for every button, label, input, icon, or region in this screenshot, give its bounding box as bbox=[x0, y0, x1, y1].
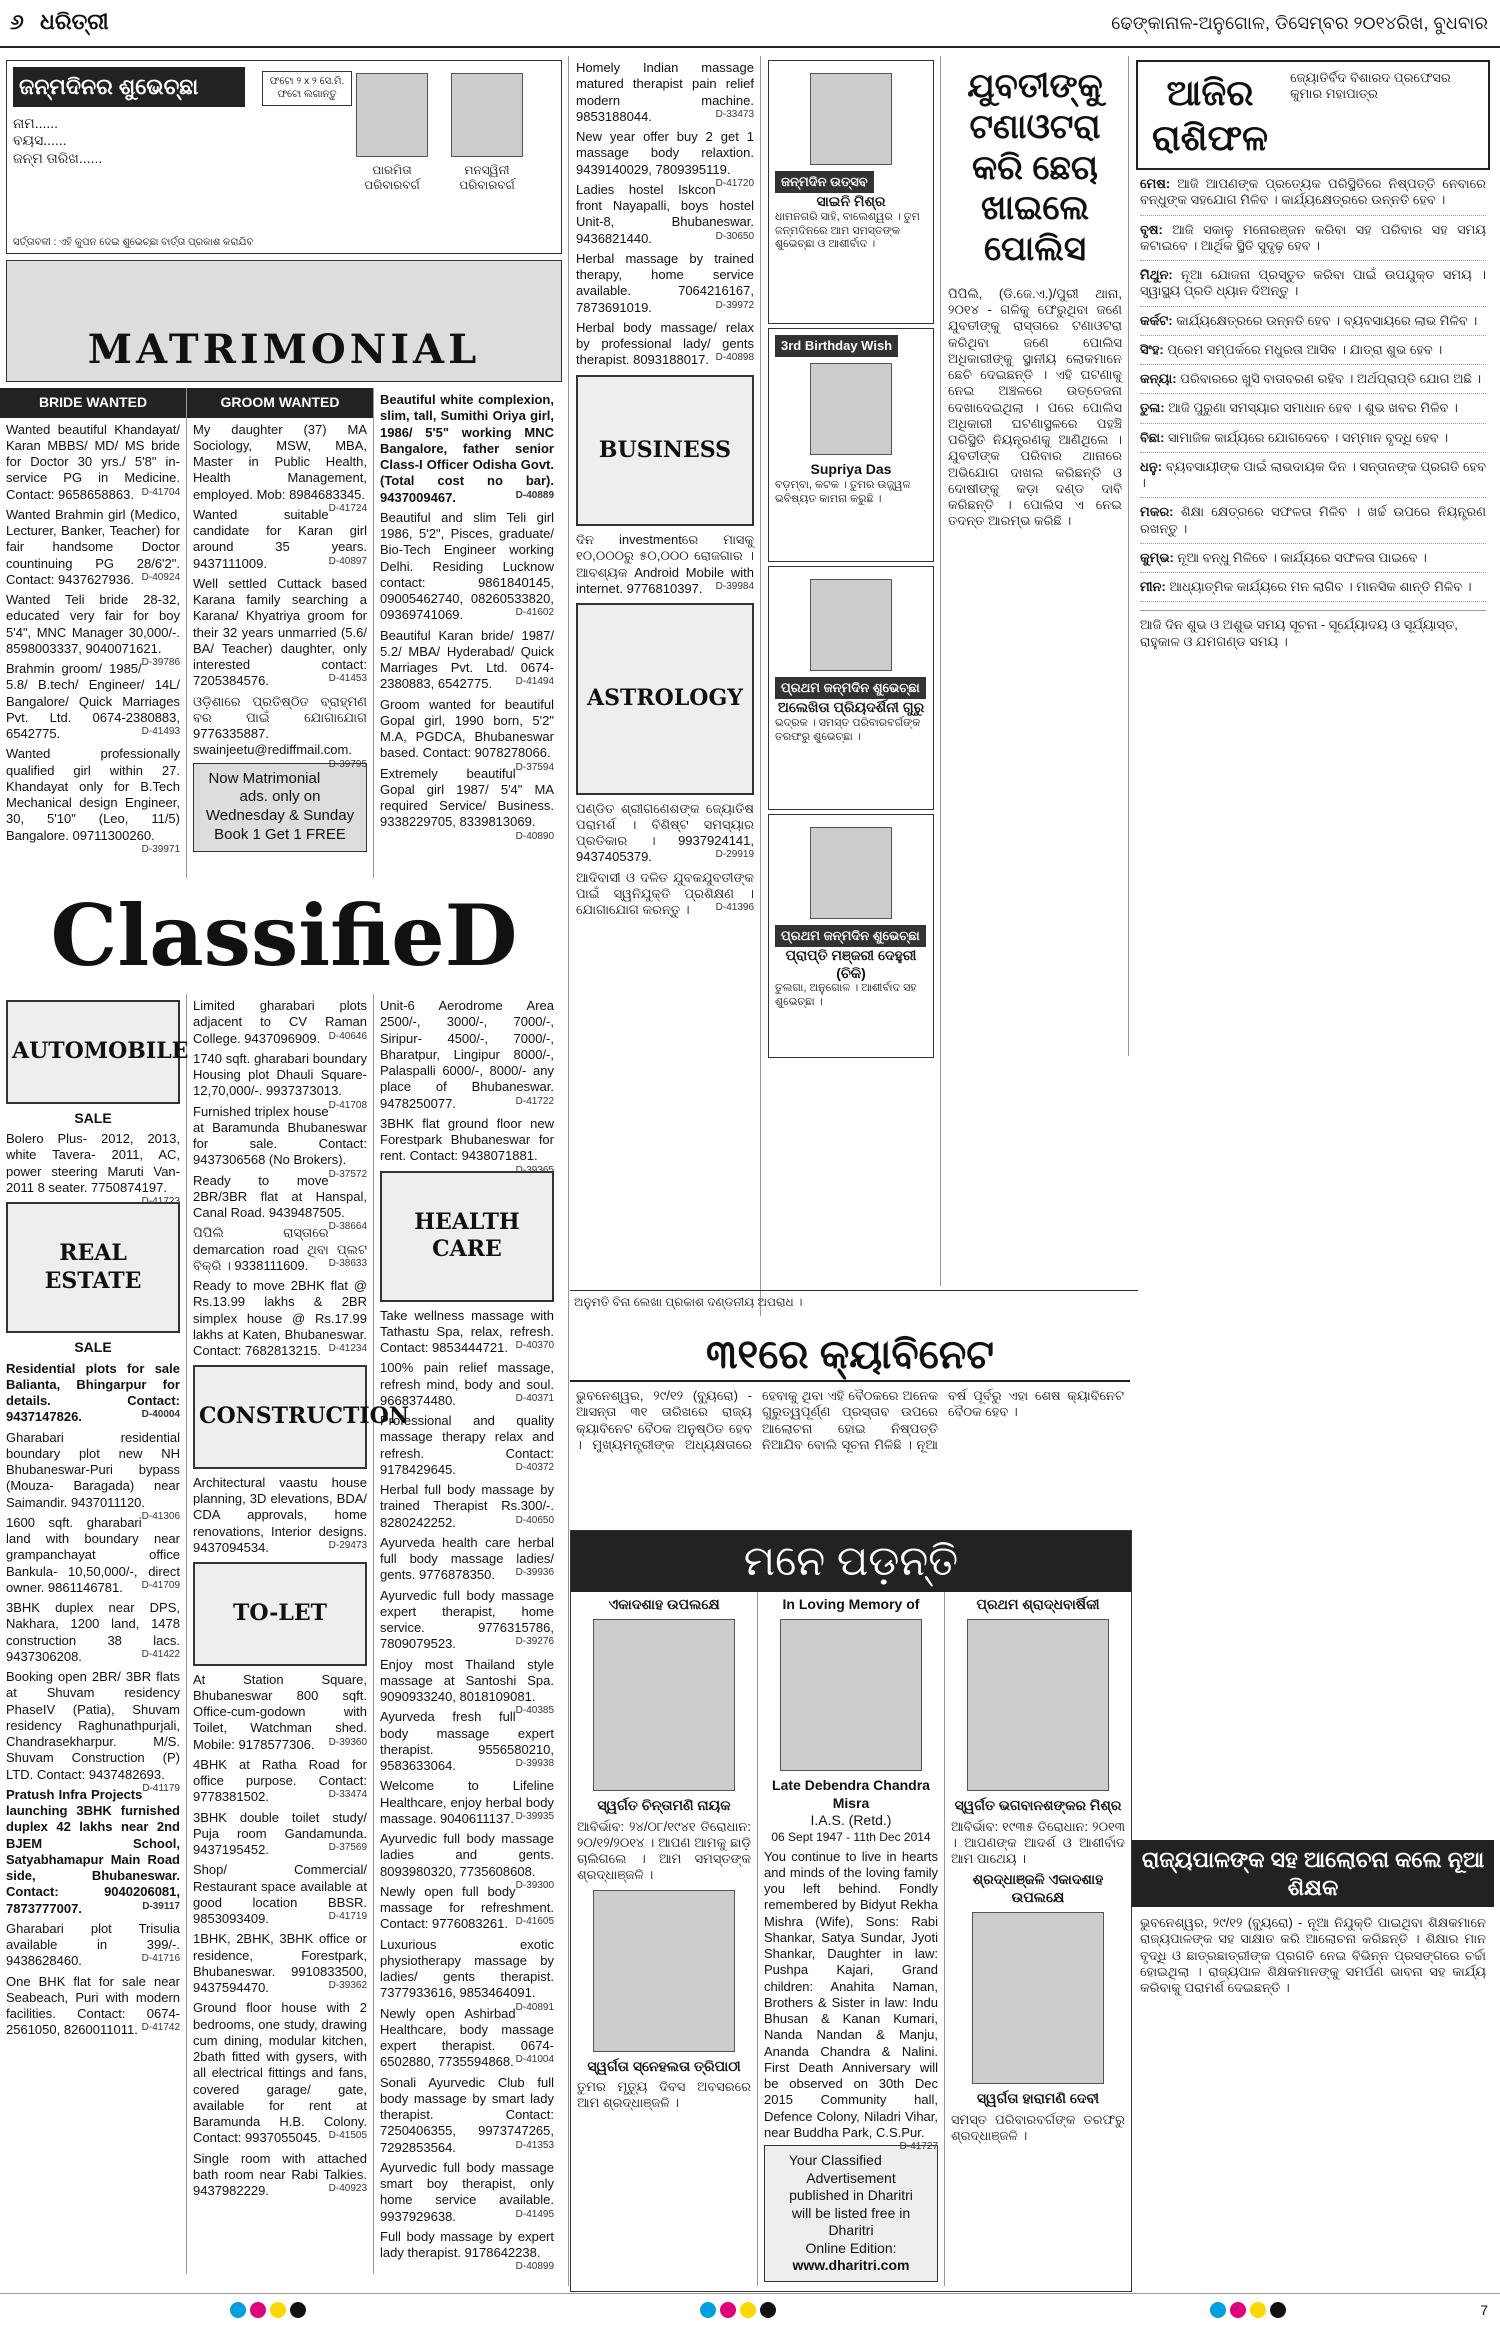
rashi-entry bbox=[1140, 342, 1486, 365]
greeting-text: ଭଦ୍ରକ । ସମସ୍ତ ପରିବାରବର୍ଗଙ୍କ ତରଫରୁ ଶୁଭେଚ୍ଛା । bbox=[775, 716, 921, 743]
col-greetings bbox=[762, 56, 941, 1286]
page-footer bbox=[0, 2293, 1500, 2326]
classified-ad: Welcome to Lifeline Healthcare, enjoy herbal body massage. 9040611137. D-39935 bbox=[380, 1778, 554, 1826]
deceased-name: ସ୍ୱର୍ଗତା ହାରାମଣି ଦେବୀ bbox=[976, 2090, 1100, 2107]
greeting-tag: 3rd Birthday Wish bbox=[775, 335, 898, 357]
classified-ad: Herbal massage by trained therapy, home service available. 7064216167, 7873691019. D-39972 bbox=[576, 250, 754, 315]
notice-text: ଅନୁମତି ବିନା ଲେଖା ପ୍ରକାଶ ଦଣ୍ଡନୀୟ ଅପରାଧ । bbox=[570, 1290, 1138, 1314]
child-photo bbox=[451, 73, 523, 157]
rashi-entry bbox=[1140, 400, 1486, 423]
rashifal-title: ଆଜିର ରାଶିଫଳ bbox=[1152, 72, 1269, 158]
portrait-photo bbox=[967, 1619, 1109, 1791]
classified-col2 bbox=[187, 994, 409, 2274]
portrait-photo bbox=[593, 1619, 735, 1791]
classified-ad: Pratush Infra Projects launching 3BHK furnished duplex 42 lakhs near 2nd BJEM School, Satyabhamapur Main Road side, Bhubaneswar. Contact: 9040206081, 7873777007. D-39117 bbox=[6, 1786, 180, 1916]
sale-heading: SALE bbox=[74, 1109, 112, 1126]
classified-ad: Take wellness massage with Tathastu Spa, relax, refresh. Contact: 9853444721. D-40370 bbox=[380, 1307, 554, 1355]
classified-ad: 1600 sqft. gharabari land with boundary near grampanchayat office Bankula- 10,50,000/-, direct owner. 9861146781. D-41709 bbox=[6, 1514, 180, 1595]
rashi-name: କର୍କଟ: bbox=[1140, 312, 1173, 328]
classified-ad: ଓଡ଼ିଶାରେ ପ୍ରତିଷ୍ଠିତ ବ୍ରାହ୍ମଣ ବର ପାଇଁ ଯୋଗାଯୋଗ 9776335887. swainjeetu@rediffmail.com. D-39795 bbox=[193, 693, 367, 770]
classified-ad: Unit-6 Aerodrome Area 2500/-, 3000/-, 7000/-, Siripur- 4500/-, 7000/-, Bharatpur, Lingipur 8000/-, Palaspalli 6000/-, 8000/- any place of Bhubaneswar. 9478250077. D-41722 bbox=[380, 998, 554, 1111]
classified-ad: Wanted Teli bride 28-32, educated very fair for boy 5'4", MNC Manager 30,000/-. 8598003337, 9040071621. D-39786 bbox=[6, 592, 180, 668]
health-care-banner: HEALTH CARE bbox=[380, 1171, 554, 1302]
classified-ad: Brahmin groom/ 1985/ 5.8/ B.tech/ Engineer/ 14L/ Bangalore/ Quick Marriages Pvt. Ltd. 0674-2380883, 6542775. D-41493 bbox=[6, 661, 180, 741]
classified-ad: Ayurvedic full body massage smart boy therapist, only home service available. 9937929638. D-41495 bbox=[380, 2159, 554, 2224]
rashifal-author: ଜ୍ୟୋତିର୍ବିଦ ବିଶାରଦ ପ୍ରଫେସର କୁମାର ମହାପାତ୍ର bbox=[1290, 70, 1451, 102]
portrait-photo bbox=[593, 1890, 735, 2052]
obituary-text: ତୁମର ମୃତ୍ୟୁ ଦିବସ ଅବସରରେ ଆମ ଶ୍ରଦ୍ଧାଞ୍ଜଳି । bbox=[577, 2079, 751, 2111]
registration-dot-black bbox=[1270, 2302, 1286, 2318]
bride-wanted-heading: BRIDE WANTED bbox=[0, 388, 186, 418]
obituary-text: ସମସ୍ତ ପରିବାରବର୍ଗଙ୍କ ତରଫରୁ ଶ୍ରଦ୍ଧାଞ୍ଜଳି । bbox=[951, 2111, 1125, 2143]
registration-dot-cyan bbox=[700, 2302, 716, 2318]
obituary-text: ଆବିର୍ଭାବ: ୨୪/୦୮/୧୯୪୧ ତିରୋଧାନ: ୨୦/୧୨/୨୦୧୪ । ଆପଣ ଆମକୁ ଛାଡ଼ି ଚାଲିଗଲେ । ଆମ ସମସ୍ତଙ୍କ ଶ୍ରଦ୍ଧାଞ୍ଜଳି । bbox=[577, 1818, 751, 1883]
classified-ad: Newly open Ashirbad Healthcare, body massage expert therapist. 0674-6502880, 7735594868. D-41004 bbox=[380, 2005, 554, 2070]
obituary-tag: ଶ୍ରଦ୍ଧାଞ୍ଜଳି ଏକାଦଶାହ ଉପଲକ୍ଷେ bbox=[972, 1871, 1104, 1905]
registration-dot-black bbox=[290, 2302, 306, 2318]
news-body: ଭୁବନେଶ୍ୱର, ୨୯/୧୨ (ବ୍ୟୁରୋ) - ନୂଆ ନିଯୁକ୍ତି ପାଇଥିବା ଶିକ୍ଷକମାନେ ରାଜ୍ୟପାଳଙ୍କ ସହ ସାକ୍ଷାତ କରି ଆଲୋଚନା କରିଛନ୍ତି । ଶିକ୍ଷାର ମାନ ବୃଦ୍ଧି ଓ ଛାତ୍ରଛାତ୍ରୀଙ୍କ ପ୍ରଗତି ନେଇ ବିଭିନ୍ନ ପ୍ରସଙ୍ଗରେ ଚର୍ଚ୍ଚା ହୋଇଥିଲା । ରାଜ୍ୟପାଳ ଶିକ୍ଷକମାନଙ୍କୁ ସମର୍ପଣ ଭାବନା ସହ କାର୍ଯ୍ୟ କରିବାକୁ ପରାମର୍ଶ ଦେଇଛନ୍ତି । bbox=[1140, 1915, 1486, 1995]
classified-col3 bbox=[374, 994, 560, 2274]
automobile-banner: AUTOMOBILE bbox=[6, 1000, 180, 1104]
registration-dot-magenta bbox=[250, 2302, 266, 2318]
classified-ad: Groom wanted for beautiful Gopal girl, 1990 born, 5'2" M.A, PGDCA, Bhubaneswar based. Contact: 9078278066. D-37594 bbox=[380, 696, 554, 773]
rashifal-section bbox=[1132, 56, 1494, 1836]
classified-ad: Beautiful Karan bride/ 1987/ 5.2/ MBA/ Hyderabad/ Quick Marriages Pvt. Ltd. 0674-2380883, 6542775. D-41494 bbox=[380, 627, 554, 692]
rashi-text: ଶିକ୍ଷା କ୍ଷେତ୍ରରେ ସଫଳତା ମିଳିବ । ଖର୍ଚ୍ଚ ଉପରେ ନିୟନ୍ତ୍ରଣ ରଖନ୍ତୁ । bbox=[1140, 504, 1486, 536]
col-business bbox=[570, 56, 761, 1316]
obituary-right bbox=[945, 1592, 1131, 2286]
classified-col1 bbox=[0, 994, 187, 2274]
classified-ad: Wanted Brahmin girl (Medico, Lecturer, Banker, Teacher) for fair handsome Doctor countinuing PG 28/6'2". Contact: 9437627936. D-40924 bbox=[6, 506, 180, 587]
registration-dot-cyan bbox=[1210, 2302, 1226, 2318]
classified-ad: Gharabari plot Trisulia available in 399/-. 9438628460. D-41716 bbox=[6, 1920, 180, 1969]
construction-banner: CONSTRUCTION bbox=[193, 1365, 367, 1469]
classified-ad: Ayurveda health care herbal full body massage ladies/ gents. 9776878350. D-39936 bbox=[380, 1534, 554, 1583]
greeting-tag: ପ୍ରଥମ ଜନ୍ମଦିନ ଶୁଭେଚ୍ଛା bbox=[775, 925, 926, 947]
rashi-name: ଧନୁ: bbox=[1140, 458, 1163, 474]
groom-wanted-column bbox=[187, 388, 374, 878]
classified-ad: Wanted professionally qualified girl within 27. Khandayat only for B.Tech Mechanical design Engineer, 30, 5'10" (Leo, 11/5) Bangalore. 09711300260. D-39971 bbox=[6, 746, 180, 855]
classified-ad: Bolero Plus- 2012, 2013, white Tavera- 2011, AC, power steering Maruti Van-2011 8 seater. 7750874197. D-41723 bbox=[6, 1131, 180, 1207]
classified-ad: 3BHK double toilet study/ Puja room Gandamunda. 9437195452. D-37569 bbox=[193, 1809, 367, 1857]
greeting-card bbox=[768, 60, 934, 324]
classified-ad: ଦିନ investmentରେ ମାସକୁ ୧୦,୦୦୦ରୁ ୫୦,୦୦୦ ରୋଜଗାର । ଆବଶ୍ୟକ Android Mobile with internet. 9776810397. D-39984 bbox=[576, 532, 754, 596]
news-headline: ରାଜ୍ୟପାଳଙ୍କ ସହ ଆଲୋଚନା କଲେ ନୂଆ ଶିକ୍ଷକ bbox=[1132, 1840, 1494, 1907]
sale-heading: SALE bbox=[74, 1339, 112, 1355]
rashi-entry bbox=[1140, 176, 1486, 216]
classified-ad: Architectural vaastu house planning, 3D elevations, BDA/ CDA approvals, home renovations, Interior designs. 9437094534. D-29473 bbox=[193, 1474, 367, 1555]
page-number: ୬ bbox=[10, 9, 24, 34]
online-edition-promo: Your Classified Advertisement published in Dharitri will be listed free in Dharitri Online Edition: www.dharitri.com bbox=[764, 2145, 938, 2282]
registration-dot-yellow bbox=[270, 2302, 286, 2318]
photo-caption: ପାରମିତା ପରିବାରବର୍ଗ bbox=[364, 163, 420, 192]
rashi-text: ଆଜି ଆପଣଙ୍କ ପ୍ରତ୍ୟେକ ପରିସ୍ଥିତିରେ ନିଷ୍ପତ୍ତି ନେବାରେ ବନ୍ଧୁଙ୍କ ସହଯୋଗ ମିଳିବ । କାର୍ଯ୍ୟକ୍ଷେତ୍ରରେ ଉନ୍ନତି ହେବ । bbox=[1140, 176, 1486, 208]
matrimonial-col3 bbox=[374, 388, 560, 878]
news-story-3 bbox=[1132, 1840, 1494, 2280]
birthday-field-date: ଜନ୍ମ ତାରିଖ...... bbox=[13, 149, 103, 166]
classified-ad: One BHK flat for sale near Seabeach, Puri with modern facilities. Contact: 0674-2561050, 8260011011. D-41742 bbox=[6, 1973, 180, 2038]
rashi-name: ବିଛା: bbox=[1140, 429, 1165, 445]
classified-ad: ପିପିଲି ରାସ୍ତାରେ demarcation road ଥିବା ପ୍ଲଟ ବିକ୍ରି । 9338111609. D-38633 bbox=[193, 1225, 367, 1273]
greeting-card bbox=[768, 814, 934, 1058]
deceased-name: ସ୍ୱର୍ଗତା ସ୍ନେହଲତା ତ୍ରିପାଠୀ bbox=[587, 2057, 741, 2074]
rashi-name: ବୃଷ: bbox=[1140, 221, 1163, 237]
color-registration-marks bbox=[230, 2302, 306, 2318]
matrimonial-title: MATRIMONIAL bbox=[87, 326, 481, 373]
color-registration-marks bbox=[1210, 2302, 1286, 2318]
classified-ad: New year offer buy 2 get 1 massage body relaxtion. 9439140029, 7809395119. D-41720 bbox=[576, 129, 754, 189]
classified-ad: Newly open full body massage for refreshment. Contact: 9776083261. D-41605 bbox=[380, 1883, 554, 1932]
left-section bbox=[0, 56, 569, 2286]
matrimonial-banner bbox=[6, 260, 562, 382]
obituary-left bbox=[571, 1592, 758, 2286]
classified-ad: Booking open 2BR/ 3BR flats at Shuvam residency PhaseIV (Patia), Shuvam residency Raghunathpurjali, Chandrasekharpur. M/S. Shuvam Construction (P) LTD. Contact: 9437482693. D-41179 bbox=[6, 1669, 180, 1794]
registration-dot-yellow bbox=[740, 2302, 756, 2318]
classified-ad: 4BHK at Ratha Road for office purpose. Contact: 9778381502. D-33474 bbox=[193, 1756, 367, 1805]
rashi-text: ସାମାଜିକ କାର୍ଯ୍ୟରେ ଯୋଗଦେବେ । ସମ୍ମାନ ବୃଦ୍ଧି ହେବ । bbox=[1168, 429, 1449, 445]
to-let-banner: TO-LET bbox=[193, 1562, 367, 1666]
classified-ad: Extremely beautiful Gopal girl 1987/ 5'4" MA required Service/ Business. 9338229705, 8339813069. D-40890 bbox=[380, 765, 554, 842]
birthday-title: ଜନ୍ମଦିନର ଶୁଭେଚ୍ଛା bbox=[13, 67, 245, 107]
news-story-1 bbox=[942, 56, 1129, 1056]
rashi-name: କୁମ୍ଭ: bbox=[1140, 549, 1174, 565]
rashi-entry bbox=[1140, 371, 1486, 394]
classified-ad: 1740 sqft. gharabari boundary Housing plot Dhauli Square- 12,70,000/-. 9937373013. D-41708 bbox=[193, 1050, 367, 1111]
obituary-text: You continue to live in hearts and minds of the loving family you left behind. Fondly remembered by Bidyut Rekha Mishra (Wife), Sons: Rabi Shankar, Satya Sundar, Jyoti Shankar, Daughter in law: Pushpa Kajari, Grand children: Anahita Naman, Brothers & Sister in law: Indu Bhusan & Kanan Kumari, Nanda Nandan & Manju, Ananda Chandra & Nalini. First Death Anniversary will be observed on 30th Dec 2015 Community hall, Defence Colony, Niladri Vihar, near Buddha Park, C.S.Pur. D-41727 bbox=[764, 1848, 938, 2152]
obituary-tag: ଏକାଦଶାହ ଉପଲକ୍ଷେ bbox=[608, 1595, 720, 1612]
website-link[interactable]: www.dharitri.com bbox=[792, 2257, 910, 2273]
rashi-name: ମକର: bbox=[1140, 504, 1174, 520]
rashi-text: କାର୍ଯ୍ୟକ୍ଷେତ୍ରରେ ଉନ୍ନତି ହେବ । ବ୍ୟବସାୟରେ ଲାଭ ମିଳିବ । bbox=[1176, 312, 1478, 328]
birthday-coupon bbox=[6, 60, 562, 254]
greeting-card bbox=[768, 566, 934, 810]
deceased-name: ସ୍ୱର୍ଗତ ଚିନ୍ତାମଣି ନାୟକ bbox=[597, 1797, 731, 1813]
classified-ad: Ready to move 2BR/3BR flat at Hanspal, Canal Road. 9439487505. D-38664 bbox=[193, 1172, 367, 1233]
obituary-title: ମନେ ପଡ଼ନ୍ତି bbox=[571, 1531, 1131, 1592]
rashi-text: ଆଜି ସକାଳୁ ମନୋରଞ୍ଜନ କରିବା ସହ ପରିବାର ସହ ସମୟ କଟାଇବେ । ଆର୍ଥିକ ସ୍ଥିତି ସୁଦୃଢ଼ ହେବ । bbox=[1140, 221, 1486, 253]
deceased-dates: 06 Sept 1947 - 11th Dec 2014 bbox=[771, 1829, 931, 1844]
news-body: ଭୁବନେଶ୍ୱର, ୨୯/୧୨ (ବ୍ୟୁରୋ) - ଆସନ୍ତା ୩୧ ତାରିଖରେ ରାଜ୍ୟ କ୍ୟାବିନେଟ ବୈଠକ ଅନୁଷ୍ଠିତ ହେବ । ମୁଖ୍ୟମନ୍ତ୍ରୀଙ୍କ ଅଧ୍ୟକ୍ଷତାରେ ହେବାକୁ ଥିବା ଏହି ବୈଠକରେ ଅନେକ ଗୁରୁତ୍ୱପୂର୍ଣ୍ଣ ପ୍ରସ୍ତାବ ଉପରେ ଆଲୋଚନା ହୋଇ ନିଷ୍ପତ୍ତି ନିଆଯିବ ବୋଲି ସୂଚନା ମିଳିଛି । ନୂଆ ବର୍ଷ ପୂର୍ବରୁ ଏହା ଶେଷ କ୍ୟାବିନେଟ ବୈଠକ ହେବ । bbox=[576, 1388, 1124, 1452]
photo-size-note: ଫଟୋ ୨ x ୨ ସେ.ମି. ଫଟୋ ଲଗାନ୍ତୁ bbox=[262, 71, 352, 106]
classified-ad: 3BHK duplex near DPS, Nakhara, 1200 land, 1478 construction 38 lacs. 9437306208. D-41422 bbox=[6, 1600, 180, 1664]
registration-dot-black bbox=[760, 2302, 776, 2318]
news-body: ପିପିଲି, (ଡି.ଜେ.ଏ.)/ପୁରୀ ଥାନା, ୨୦୧୪ - ଗଳିକୁ ଫେରୁଥିବା ଜଣେ ଯୁବତୀଙ୍କୁ ରାସ୍ତାରେ ଟଣାଓଟରା କରିଥିବା ଜଣେ ପୋଲିସ ଅଧିକାରୀଙ୍କୁ ସ୍ଥାନୀୟ ଲୋକମାନେ ଛେଚି ଦେଇଛନ୍ତି । ଏହି ଘଟଣାକୁ ନେଇ ଅଞ୍ଚଳରେ ଉତ୍ତେଜନା ଦେଖାଦେଇଥିଲା । ପରେ ପୋଲିସ ଅଧିକାରୀ ଘଟଣାସ୍ଥଳରେ ପହଞ୍ଚି ପରିସ୍ଥିତି ନିୟନ୍ତ୍ରଣକୁ ଆଣିଥିଲେ । ଯୁବତୀଙ୍କ ପରିବାର ଥାନାରେ ଅଭିଯୋଗ ଦାଖଲ କରିଛନ୍ତି ଓ ଦୋଷୀଙ୍କୁ କଡ଼ା ଦଣ୍ଡ ଦାବି କରିଛନ୍ତି । ପୋଲିସ ଏ ନେଇ ତଦନ୍ତ ଆରମ୍ଭ କରିଛି । bbox=[948, 285, 1122, 529]
obituary-tag: ପ୍ରଥମ ଶ୍ରାଦ୍ଧବାର୍ଷିକୀ bbox=[976, 1595, 1100, 1612]
classified-ad: Beautiful and slim Teli girl 1986, 5'2", Pisces, graduate/ Bio-Tech Engineer working Delhi. Residing Lucknow contact: 9861840145, 09005462740, 08260533820, 09369741069. D-41602 bbox=[380, 509, 554, 623]
classified-ad: Enjoy most Thailand style massage at Santoshi Spa. 9090933240, 8018109081. D-40385 bbox=[380, 1656, 554, 1717]
classified-ad: Luxurious exotic physiotherapy massage by ladies/ gents therapist. 7377933616, 9853464091. D-40891 bbox=[380, 1936, 554, 2013]
rashi-entry bbox=[1140, 504, 1486, 544]
registration-dot-yellow bbox=[1250, 2302, 1266, 2318]
classified-ad: Ready to move 2BHK flat @ Rs.13.99 lakhs & 2BR simplex house @ Rs.17.99 lakhs at Katen, Bhubaneswar. Contact: 7682813215. D-41234 bbox=[193, 1278, 367, 1358]
greeting-tag: ଜନ୍ମଦିନ ଉତ୍ସବ bbox=[775, 171, 874, 193]
rashi-entry bbox=[1140, 430, 1486, 453]
greeting-text: ବଡ଼ମ୍ବା, କଟକ । ତୁମର ଉଜ୍ଜ୍ୱଳ ଭବିଷ୍ୟତ କାମନା କରୁଛି । bbox=[775, 478, 911, 505]
registration-dot-magenta bbox=[720, 2302, 736, 2318]
rashi-text: ପରିବାରରେ ଖୁସି ବାତାବରଣ ରହିବ । ଅର୍ଥପ୍ରାପ୍ତି ଯୋଗ ଅଛି । bbox=[1180, 371, 1482, 386]
deceased-name: Late Debendra Chandra Misra bbox=[772, 1777, 930, 1811]
classified-ad: Wanted beautiful Khandayat/ Karan MBBS/ MD/ MS bride for Doctor 30 yrs./ 5'8" in- service PG in Medicine. Contact: 9658658863. D-41704 bbox=[6, 421, 180, 502]
greeting-tag: ପ୍ରଥମ ଜନ୍ମଦିନ ଶୁଭେଚ୍ଛା bbox=[775, 677, 926, 699]
child-photo bbox=[810, 827, 892, 919]
rashi-text: ନୂଆ ଯୋଜନା ପ୍ରସ୍ତୁତ କରିବା ପାଇଁ ଉପଯୁକ୍ତ ସମୟ । ସ୍ୱାସ୍ଥ୍ୟ ପ୍ରତି ଧ୍ୟାନ ଦିଅନ୍ତୁ । bbox=[1140, 267, 1486, 299]
classified-ad: Homely Indian massage matured therapist pain relief modern machine. 9853188044. D-33473 bbox=[576, 60, 754, 124]
classified-title: ClassifieD bbox=[50, 886, 518, 985]
classified-ad: Ladies hostel Iskcon front Nayapalli, boys hostel Unit-8, Bhubaneswar. 9436821440. D-30650 bbox=[576, 181, 754, 246]
classified-ad: ଆଦିବାସୀ ଓ ଦଳିତ ଯୁବକଯୁବତୀଙ୍କ ପାଇଁ ସ୍ୱନିଯୁକ୍ତି ପ୍ରଶିକ୍ଷଣ । ଯୋଗାଯୋଗ କରନ୍ତୁ । D-41396 bbox=[576, 869, 754, 917]
classified-ad: My daughter (37) MA Sociology, MSW, MBA, Master in Public Health, Health Management, employed. Mob: 8984683345. D-41724 bbox=[193, 421, 367, 514]
page-corner-number: 7 bbox=[1480, 2302, 1488, 2318]
classified-ad: Ground floor house with 2 bedrooms, one study, drawing cum dining, modular kitchen, 2bath fitted with gysers, with all electrical fittings and fans, covered garage/ gate, available for rent at Baramunda H.B. Colony. Contact: 9937055045. D-41505 bbox=[193, 2000, 367, 2146]
classified-ad: Full body massage by expert lady therapist. 9178642238. D-40899 bbox=[380, 2228, 554, 2273]
classified-ad: Ayurvedic full body massage expert therapist, home service. 9776315786, 7809079523. D-39276 bbox=[380, 1587, 554, 1652]
news-headline: ଯୁବତୀଙ୍କୁ ଟଣାଓଟରା କରି ଛେଚା ଖାଇଲେ ପୋଲିସ bbox=[967, 67, 1103, 269]
bride-wanted-column bbox=[0, 388, 187, 878]
classified-ad: Sonali Ayurvedic Club full body massage by smart lady therapist. Contact: 7250406355, 9973747265, 7292853564. D-41353 bbox=[380, 2074, 554, 2155]
classified-ad: Herbal full body massage by trained Therapist Rs.300/-. 8280242252. D-40650 bbox=[380, 1482, 554, 1530]
rashi-entry bbox=[1140, 579, 1486, 602]
obituary-tag: In Loving Memory of bbox=[782, 1595, 920, 1612]
classified-ad: Gharabari residential boundary plot new NH Bhubaneswar-Puri bypass (Mouza- Baragada) near Saimandir. 9437011120. D-41306 bbox=[6, 1429, 180, 1522]
color-registration-marks bbox=[700, 2302, 776, 2318]
classified-ad: Residential plots for sale Balianta, Bhingarpur for details. Contact: 9437147826. D-40004 bbox=[6, 1360, 180, 1425]
classified-ad: Shop/ Commercial/ Restaurant space available at good location BBSR. 9853093409. D-41719 bbox=[193, 1862, 367, 1926]
greeting-card bbox=[768, 328, 934, 562]
greeting-name: ଅଲେଖିତା ପ୍ରିୟଦର୍ଶିନୀ ଗୁରୁ bbox=[777, 699, 925, 716]
rashi-name: ତୁଳା: bbox=[1140, 400, 1165, 416]
rashi-text: ବ୍ୟବସାୟୀଙ୍କ ପାଇଁ ଲାଭଦାୟକ ଦିନ । ସନ୍ତାନଙ୍କ ପ୍ରଗତି ହେବ । bbox=[1140, 458, 1486, 490]
coupon-terms: ସର୍ତ୍ତାବଳୀ : ଏହି କୁପନ ଦେଇ ଶୁଭେଚ୍ଛା ବାର୍ତ୍ତା ପ୍ରକାଶ କରାଯିବ bbox=[13, 236, 254, 248]
child-photo bbox=[356, 73, 428, 157]
classified-ad: 3BHK flat ground floor new Forestpark Bhubaneswar for rent. Contact: 9438071881. D-39365 bbox=[380, 1115, 554, 1176]
rashi-name: ସିଂହ: bbox=[1140, 341, 1164, 357]
rashi-text: ନୂଆ ବନ୍ଧୁ ମିଳିବେ । କାର୍ଯ୍ୟରେ ସଫଳତା ପାଇବେ । bbox=[1177, 549, 1427, 565]
rashi-text: ଆଧ୍ୟାତ୍ମିକ କାର୍ଯ୍ୟରେ ମନ ଲାଗିବ । ମାନସିକ ଶାନ୍ତି ମିଳିବ । bbox=[1169, 579, 1472, 594]
rashifal-footer: ଆଜି ଦିନ ଶୁଭ ଓ ଅଶୁଭ ସମୟ ସୂଚନା - ସୂର୍ଯ୍ୟୋଦୟ ଓ ସୂର୍ଯ୍ୟାସ୍ତ, ରାହୁକାଳ ଓ ଯମଗଣ୍ଡ ସମୟ । bbox=[1140, 610, 1486, 650]
deceased-name: ସ୍ୱର୍ଗତ ଭଗବାନଶଙ୍କର ମିଶ୍ର bbox=[954, 1797, 1122, 1813]
classified-ad: Single room with attached bath room near Rabi Talkies. 9437982229. D-40923 bbox=[193, 2150, 367, 2198]
portrait-photo bbox=[780, 1619, 922, 1771]
rashi-entry bbox=[1140, 459, 1486, 499]
classified-ad: Ayurvedic full body massage ladies and gents. 8093980320, 7735608608. D-39300 bbox=[380, 1831, 554, 1891]
dateline: ଢେଙ୍କାନାଳ-ଅନୁଗୋଳ, ଡିସେମ୍ବର ୨୦୧୪ରିଖ, ବୁଧବାର bbox=[1111, 13, 1488, 33]
rashi-text: ଆଜି ପୁରୁଣା ସମସ୍ୟାର ସମାଧାନ ହେବ । ଶୁଭ ଖବର ମିଳିବ । bbox=[1168, 400, 1458, 416]
deceased-title: I.A.S. (Retd.) bbox=[810, 1812, 892, 1828]
business-banner: BUSINESS bbox=[576, 375, 754, 527]
rashi-name: କନ୍ୟା: bbox=[1140, 371, 1177, 386]
registration-dot-cyan bbox=[230, 2302, 246, 2318]
classified-ad: Beautiful white complexion, slim, tall, Sumithi Oriya girl, 1986/ 5'5" working MNC Bangalore, father senior Class-I Officer Odisha Govt. (Total cost no bar). 9437009467. D-40889 bbox=[380, 392, 554, 505]
classified-ad: Furnished triplex house at Baramunda Bhubaneswar for sale. Contact: 9437306568 (No Brokers). D-37572 bbox=[193, 1103, 367, 1180]
rashi-name: ମେଷ: bbox=[1140, 176, 1171, 191]
greeting-name: ପ୍ରାପ୍ତି ମଞ୍ଜରୀ ଦେହୁରୀ (ଚିକି) bbox=[785, 947, 917, 981]
classified-ad: ପଣ୍ଡିତ ଶ୍ରୀଗଣେଶଙ୍କ ଜ୍ୟୋତିଷ ପରାମର୍ଶ । ବିଶିଷ୍ଟ ସମସ୍ୟାର ପ୍ରତିକାର । 9937924141, 9437405379. D-29919 bbox=[576, 800, 754, 865]
classified-ad: 1BHK, 2BHK, 3BHK office or residence, Forestpark, Bhubaneswar. 9910833500, 9437594470. D-39362 bbox=[193, 1931, 367, 1995]
classified-ad: Wanted suitable candidate for Karan girl around 35 years. 9437111009. D-40897 bbox=[193, 506, 367, 571]
birthday-field-age: ବୟସ...... bbox=[13, 132, 67, 148]
real-estate-banner: REAL ESTATE bbox=[6, 1202, 180, 1333]
child-photo bbox=[810, 73, 892, 165]
classified-ad: Well settled Cuttack based Karana family searching a Karana/ Khyatriya groom for their 32 years unmarried (5.6/ BA/ Teacher) daughter, only interested contact: 7205384576. D-41453 bbox=[193, 575, 367, 689]
news-headline: ୩୧ରେ କ୍ୟାବିନେଟ bbox=[570, 1330, 1130, 1382]
astrology-banner: ASTROLOGY bbox=[576, 603, 754, 795]
classified-ad: Limited gharabari plots adjacent to CV Raman College. 9437096909. D-40646 bbox=[193, 998, 367, 1046]
groom-wanted-heading: GROOM WANTED bbox=[187, 388, 373, 418]
photo-caption: ମନସ୍ୱିନୀ ପରିବାରବର୍ଗ bbox=[459, 163, 515, 192]
matrimonial-promo: Now Matrimonial ads. only on Wednesday & Sunday Book 1 Get 1 FREE bbox=[193, 763, 367, 852]
rashi-entry bbox=[1140, 550, 1486, 573]
rashi-name: ମୀନ: bbox=[1140, 579, 1166, 594]
portrait-photo bbox=[972, 1912, 1104, 2084]
birthday-field-name: ନାମ...... bbox=[13, 114, 59, 131]
rashi-entry bbox=[1140, 313, 1486, 336]
classified-ad: Ayurveda fresh full body massage expert therapist. 9556580210, 9583633064. D-39938 bbox=[380, 1709, 554, 1773]
rashi-entry bbox=[1140, 267, 1486, 307]
rashi-entry bbox=[1140, 222, 1486, 262]
rashi-name: ମିଥୁନ: bbox=[1140, 267, 1173, 282]
newspaper-brand: ଧରିତ୍ରୀ bbox=[40, 9, 109, 34]
child-photo bbox=[810, 363, 892, 455]
obituary-text: ଆବିର୍ଭାବ: ୧୯୩୫ ତିରୋଧାନ: ୨୦୧୩ । ଆପଣଙ୍କ ଆଦର୍ଶ ଓ ଆଶୀର୍ବାଦ ଆମ ପାଥେୟ । bbox=[951, 1818, 1125, 1866]
greeting-name: ସାଇନି ମିଶ୍ର bbox=[816, 193, 886, 210]
obituary-section bbox=[570, 1530, 1132, 2292]
greeting-text: ଧାମନଗରି ସାହି, ବାଲେଶ୍ୱର । ତୁମ ଜନ୍ମଦିନରେ ଆମ ସମସ୍ତଙ୍କ ଶୁଭେଚ୍ଛା ଓ ଆଶୀର୍ବାଦ । bbox=[775, 210, 920, 251]
greeting-text: ତୁଲଗା, ଅନୁଗୋଳ । ଆଶୀର୍ବାଦ ସହ ଶୁଭେଚ୍ଛା । bbox=[775, 982, 917, 1008]
classified-ad: 100% pain relief massage, refresh mind, body and soul. 9668374480. D-40371 bbox=[380, 1360, 554, 1408]
greeting-name: Supriya Das bbox=[810, 461, 892, 478]
obituary-middle bbox=[758, 1592, 945, 2286]
classified-ad: Herbal body massage/ relax by professional lady/ gents therapist. 8093188017. D-40898 bbox=[576, 319, 754, 368]
child-photo bbox=[810, 579, 892, 671]
registration-dot-magenta bbox=[1230, 2302, 1246, 2318]
news-story-2 bbox=[570, 1330, 1130, 1459]
rashi-text: ପ୍ରେମ ସମ୍ପର୍କରେ ମଧୁରତା ଆସିବ । ଯାତ୍ରା ଶୁଭ ହେବ । bbox=[1167, 341, 1443, 357]
page-header bbox=[0, 0, 1500, 48]
classified-ad: At Station Square, Bhubaneswar 800 sqft. Office-cum-godown with Toilet, Watchman shed. Mobile: 9178577306. D-39360 bbox=[193, 1671, 367, 1752]
classified-ad: Professional and quality massage therapy relax and refresh. Contact: 9178429645. D-40372 bbox=[380, 1413, 554, 1477]
